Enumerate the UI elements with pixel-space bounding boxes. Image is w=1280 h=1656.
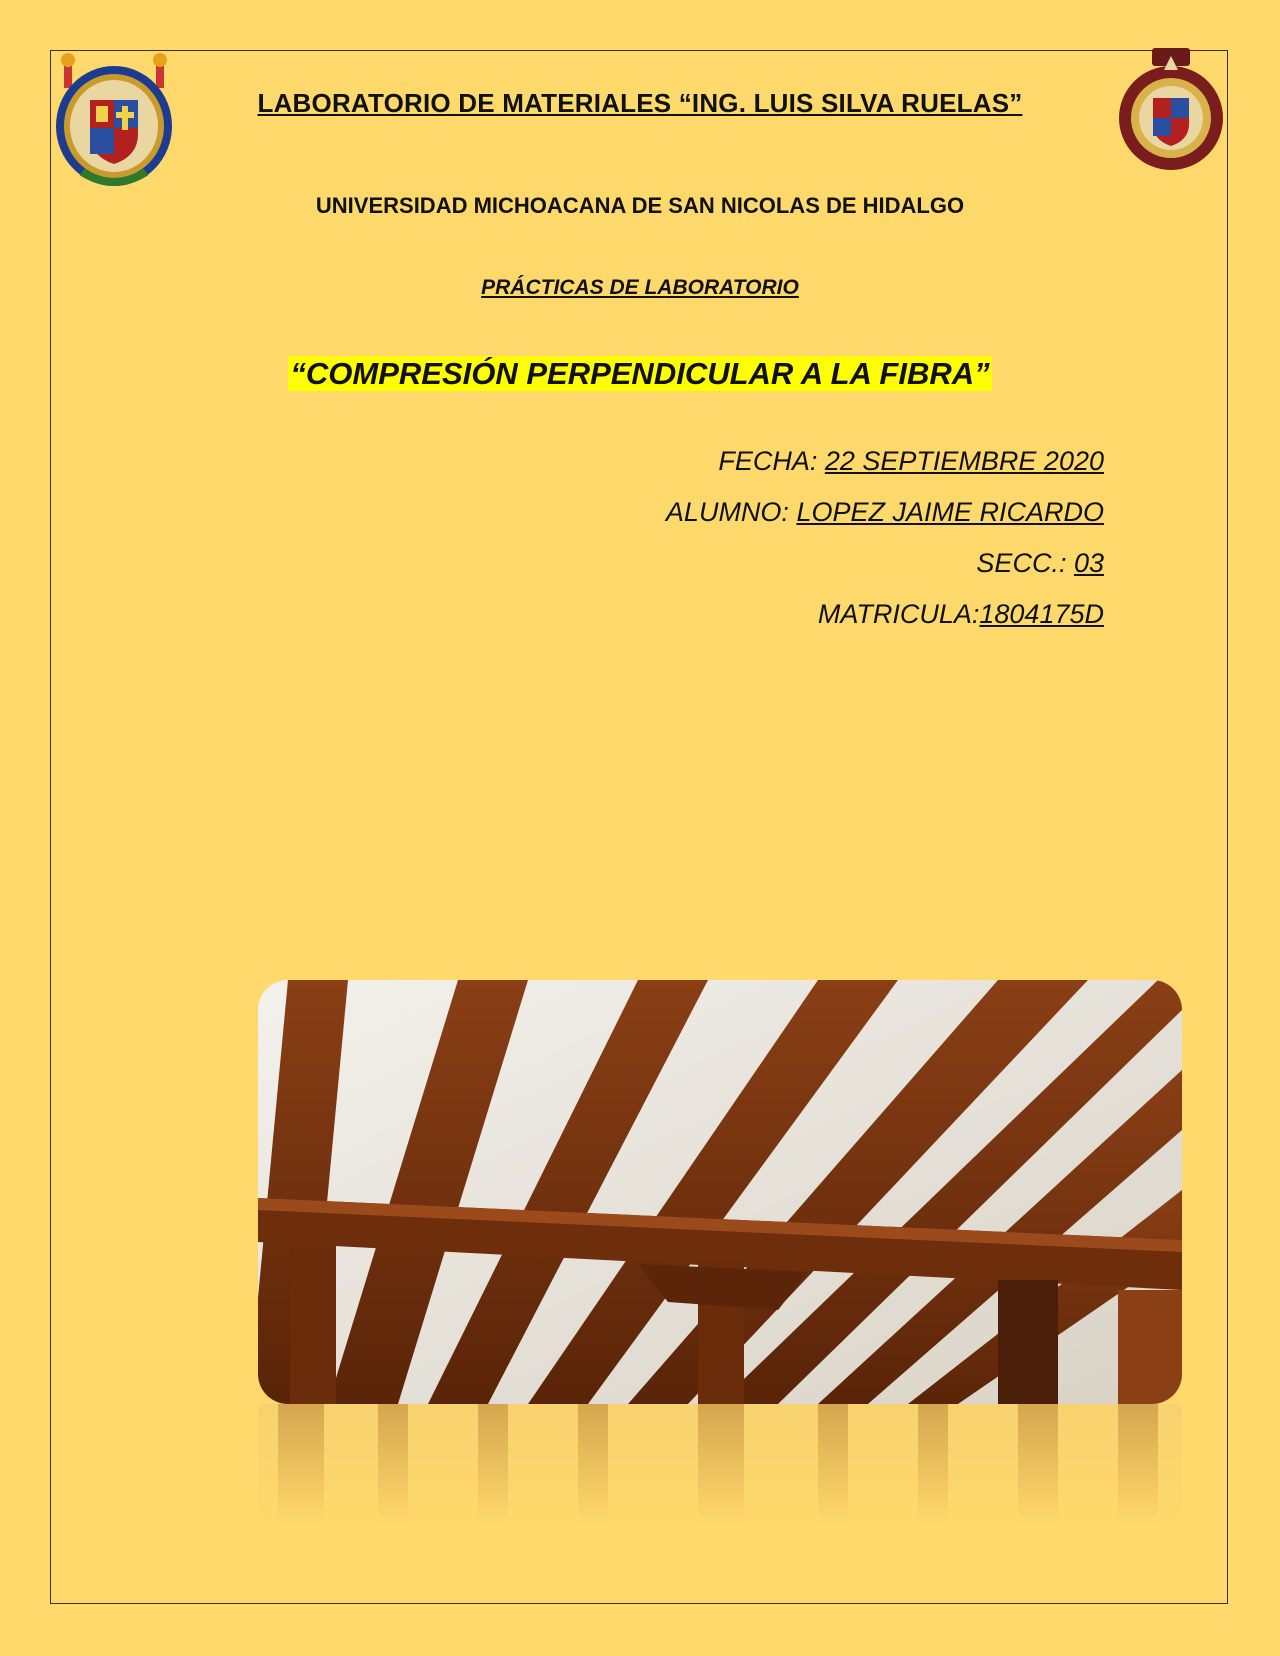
id-line: [818, 599, 1104, 630]
date-label: FECHA:: [718, 446, 825, 476]
section-value: 03: [1073, 548, 1104, 578]
student-label: ALUMNO:: [665, 497, 797, 527]
photo-reflection: [258, 1404, 1182, 1524]
student-line: [666, 497, 1104, 528]
lab-title: LABORATORIO DE MATERIALES “ING. LUIS SILVA RUELAS”: [257, 88, 1023, 118]
student-value: LOPEZ JAIME RICARDO: [796, 497, 1104, 527]
section-line: [976, 548, 1104, 579]
university-crest-logo: [52, 52, 176, 188]
id-value: 1804175D: [979, 599, 1104, 629]
id-label: MATRICULA:: [817, 599, 980, 629]
section-title: PRÁCTICAS DE LABORATORIO: [481, 276, 799, 299]
date-value: 22 SEPTIEMBRE 2020: [824, 446, 1104, 476]
practice-title-text: “COMPRESIÓN PERPENDICULAR A LA FIBRA”: [290, 356, 990, 391]
section-label: SECC.:: [976, 548, 1074, 578]
university-name: UNIVERSIDAD MICHOACANA DE SAN NICOLAS DE HIDALGO: [315, 193, 965, 218]
practice-title: [0, 356, 1280, 392]
date-line: [718, 446, 1104, 477]
wooden-beams-photo: [258, 980, 1182, 1404]
